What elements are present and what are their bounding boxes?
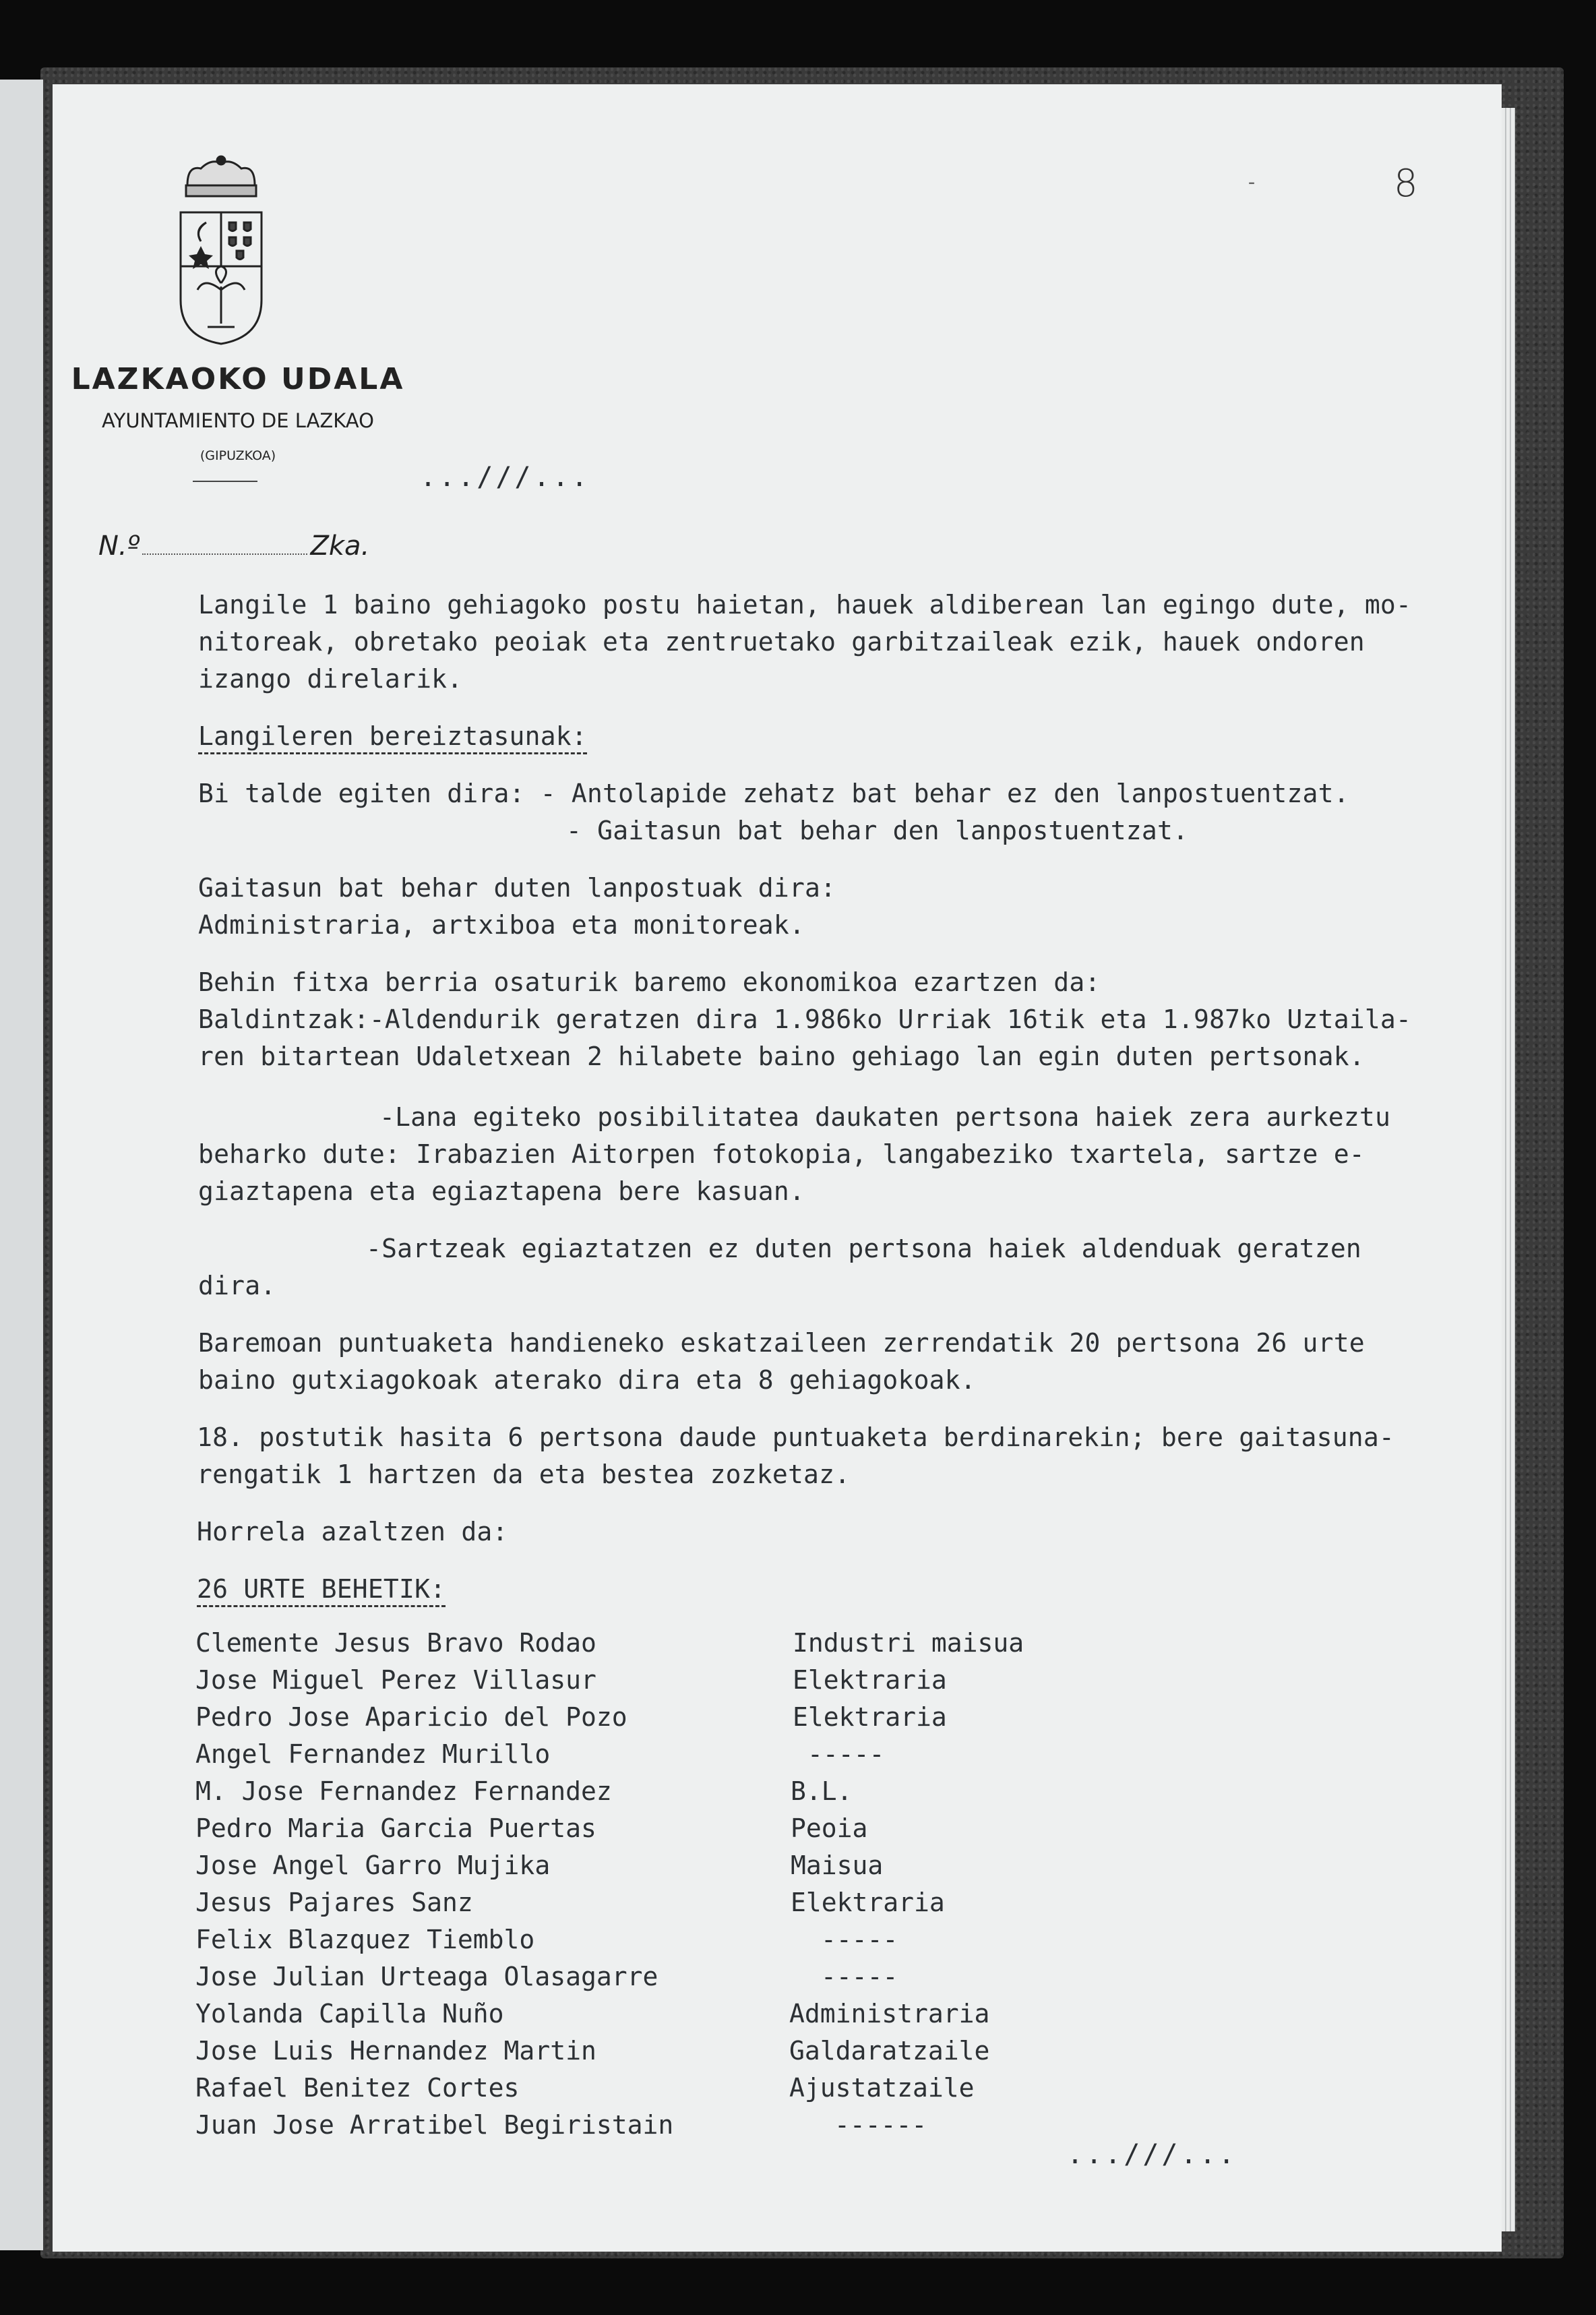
candidate-name: Jose Julian Urteaga Olasagarre xyxy=(195,1962,658,1991)
candidate-name: Juan Jose Arratibel Begiristain xyxy=(195,2110,674,2140)
municipality-subtitle: AYUNTAMIENTO DE LAZKAO xyxy=(102,409,374,432)
candidate-name: Yolanda Capilla Nuño xyxy=(195,1999,504,2028)
candidate-name: Pedro Maria Garcia Puertas xyxy=(195,1813,596,1843)
characteristics-heading: Langileren bereiztasunak: xyxy=(198,718,587,754)
candidate-name: Clemente Jesus Bravo Rodao xyxy=(195,1628,596,1658)
candidate-name: Rafael Benitez Cortes xyxy=(195,2073,520,2103)
candidate-profession: ----- xyxy=(821,1925,898,1954)
candidate-name: Angel Fernandez Murillo xyxy=(195,1739,551,1769)
skilled-jobs-line: Gaitasun bat behar duten lanpostuak dira: xyxy=(198,873,836,903)
proof-line: -Lana egiteko posibilitatea daukaten pertsona haiek zera aurkeztu xyxy=(379,1102,1391,1132)
document-page xyxy=(53,84,1502,2252)
candidate-profession: Maisua xyxy=(791,1851,884,1880)
municipality-province: (GIPUZKOA) xyxy=(200,448,276,463)
candidate-profession: Elektraria xyxy=(793,1665,947,1695)
candidate-profession: Elektraria xyxy=(791,1888,945,1917)
candidate-name: M. Jose Fernandez Fernandez xyxy=(195,1776,612,1806)
reference-number-field xyxy=(98,531,369,562)
proof-line: giaztapena eta egiaztapena bere kasuan. xyxy=(198,1176,805,1206)
baremo-line: ren bitartean Udaletxean 2 hilabete baino gehiago lan egin duten pertsonak. xyxy=(198,1042,1365,1071)
facing-page-edge xyxy=(0,80,43,2250)
baremo-line: Baldintzak:-Aldendurik geratzen dira 1.986ko Urriak 16tik eta 1.987ko Uztaila- xyxy=(198,1004,1412,1034)
candidate-profession: Elektraria xyxy=(793,1702,947,1732)
selection-line: baino gutxiagokoak aterako dira eta 8 gehiagokoak. xyxy=(198,1365,976,1395)
groups-line: - Gaitasun bat behar den lanpostuentzat. xyxy=(566,816,1189,845)
candidate-profession: ------ xyxy=(834,2110,927,2140)
reference-suffix: Zka. xyxy=(310,531,370,562)
intro-line: nitoreak, obretako peoiak eta zentruetako garbitzaileak ezik, hauek ondoren xyxy=(198,627,1365,657)
candidate-profession: B.L. xyxy=(791,1776,853,1806)
tie-line: 18. postutik hasita 6 pertsona daude puntuaketa berdinarekin; bere gaitasuna- xyxy=(197,1422,1395,1452)
candidate-name: Jose Luis Hernandez Martin xyxy=(195,2036,596,2066)
excluded-line: -Sartzeak egiaztatzen ez duten pertsona haiek aldenduak geratzen xyxy=(366,1234,1361,1263)
proof-line: beharko dute: Irabazien Aitorpen fotokopia, langabeziko txartela, sartze e- xyxy=(198,1139,1365,1169)
groups-line: Bi talde egiten dira: - Antolapide zehatz bat behar ez den lanpostuentzat. xyxy=(198,779,1349,808)
candidate-name: Pedro Jose Aparicio del Pozo xyxy=(195,1702,627,1732)
candidate-profession: Industri maisua xyxy=(793,1628,1024,1658)
continuation-mark-top: ...///... xyxy=(420,462,590,493)
header-divider xyxy=(193,481,257,482)
candidate-name: Jesus Pajares Sanz xyxy=(195,1888,473,1917)
candidate-profession: Ajustatzaile xyxy=(789,2073,975,2103)
selection-line: Baremoan puntuaketa handieneko eskatzaileen zerrendatik 20 pertsona 26 urte xyxy=(198,1328,1365,1358)
reference-prefix: N.º xyxy=(98,531,140,562)
baremo-line: Behin fitxa berria osaturik baremo ekonomikoa ezartzen da: xyxy=(198,967,1101,997)
excluded-line: dira. xyxy=(198,1271,276,1300)
municipal-coat-of-arms-icon xyxy=(174,155,268,351)
tie-line: rengatik 1 hartzen da eta bestea zozketaz. xyxy=(197,1460,851,1489)
intro-line: Langile 1 baino gehiagoko postu haietan, hauek aldiberean lan egingo dute, mo- xyxy=(198,590,1412,620)
candidate-name: Jose Miguel Perez Villasur xyxy=(195,1665,596,1695)
margin-mark: - xyxy=(1246,171,1258,194)
candidate-profession: ----- xyxy=(807,1739,885,1769)
intro-line: izango direlarik. xyxy=(198,664,463,694)
candidate-name: Jose Angel Garro Mujika xyxy=(195,1851,551,1880)
list-heading: 26 URTE BEHETIK: xyxy=(197,1571,446,1607)
candidate-profession: Galdaratzaile xyxy=(789,2036,990,2066)
candidate-profession: ----- xyxy=(821,1962,898,1991)
skilled-jobs-line: Administraria, artxiboa eta monitoreak. xyxy=(198,910,805,940)
candidate-name: Felix Blazquez Tiemblo xyxy=(195,1925,535,1954)
reference-dotted-line xyxy=(142,553,307,555)
municipality-name: LAZKAOKO UDALA xyxy=(71,362,405,396)
candidate-profession: Peoia xyxy=(791,1813,868,1843)
result-intro: Horrela azaltzen da: xyxy=(197,1517,508,1546)
page-number: 8 xyxy=(1394,162,1418,206)
candidate-profession: Administraria xyxy=(789,1999,990,2028)
continuation-mark-bottom: ...///... xyxy=(1067,2139,1237,2170)
